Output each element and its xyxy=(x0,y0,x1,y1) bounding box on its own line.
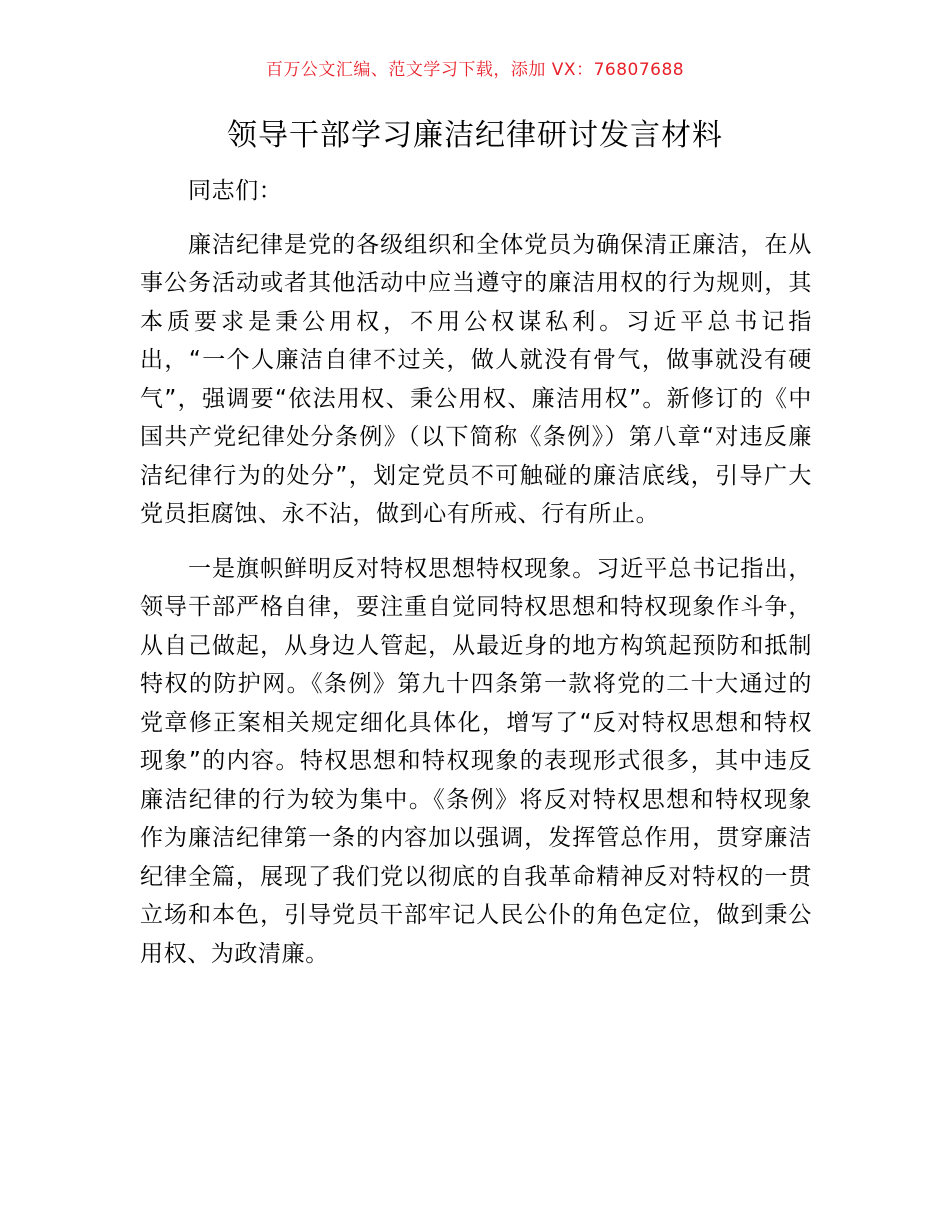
paragraph-intro: 廉洁纪律是党的各级组织和全体党员为确保清正廉洁，在从事公务活动或者其他活动中应当遵守的廉洁用权的行为规则，其本质要求是秉公用权，不用公权谋私利。习近平总书记指出，“一个人廉洁自律不过关，做人就没有骨气，做事就没有硬气”，强调要“依法用权、秉公用权、廉洁用权”。新修订的《中国共产党纪律处分条例》（以下简称《条例》）第八章“对违反廉洁纪律行为的处分”，划定党员不可触碰的廉洁底线，引导广大党员拒腐蚀、永不沾，做到心有所戒、行有所止。 xyxy=(140,231,812,527)
watermark-banner: 百万公文汇编、范文学习下载，添加 VX：76807688 xyxy=(265,60,685,80)
greeting: 同志们： xyxy=(188,178,283,204)
document-title: 领导干部学习廉洁纪律研讨发言材料 xyxy=(227,118,723,153)
paragraph-point-one: 一是旗帜鲜明反对特权思想特权现象。习近平总书记指出，领导干部严格自律，要注重自觉同特权思想和特权现象作斗争，从自己做起，从身边人管起，从最近身的地方构筑起预防和抵制特权的防护网。《条例》第九十四条第一款将党的二十大通过的党章修正案相关规定细化具体化，增写了“反对特权思想和特权现象”的内容。特权思想和特权现象的表现形式很多，其中违反廉洁纪律的行为较为集中。《条例》将反对特权思想和特权现象作为廉洁纪律第一条的内容加以强调，发挥管总作用，贯穿廉洁纪律全篇，展现了我们党以彻底的自我革命精神反对特权的一贯立场和本色，引导党员干部牢记人民公仆的角色定位，做到秉公用权、为政清廉。 xyxy=(140,555,812,967)
document-body xyxy=(140,172,812,989)
